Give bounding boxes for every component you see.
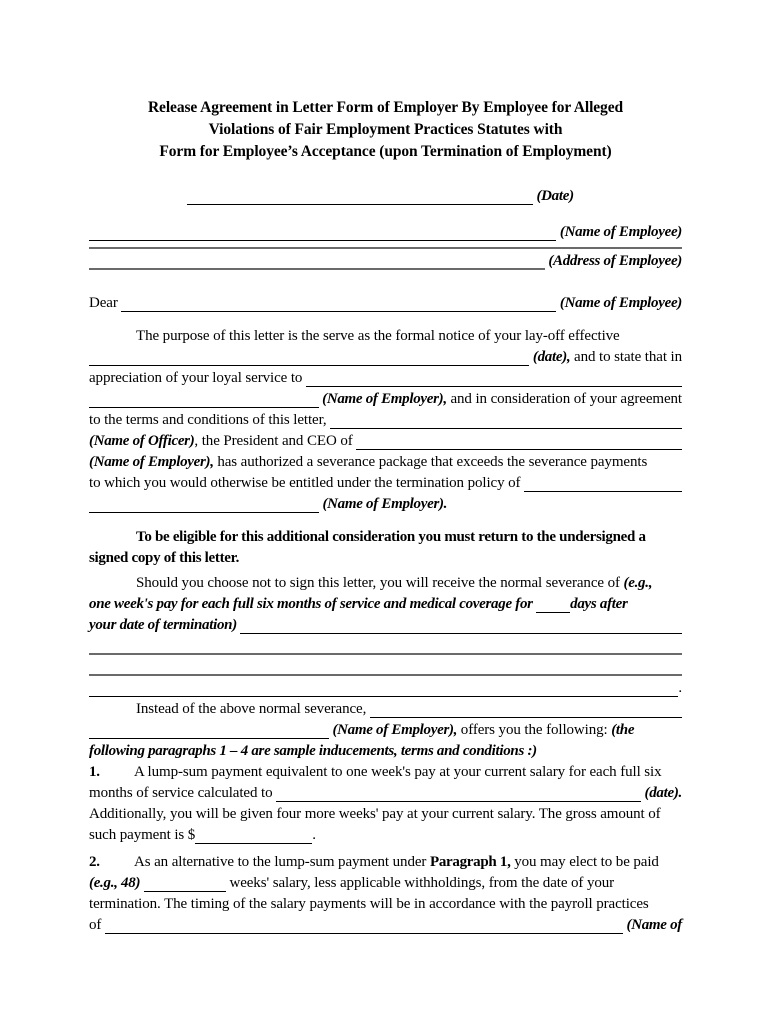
- blank-field: [89, 251, 545, 270]
- text-segment: termination. The timing of the salary payments will be in accordance with the payroll practices: [89, 896, 649, 912]
- text-segment: (Name of Employer).: [319, 496, 448, 512]
- blank-line: [89, 636, 682, 657]
- para-severance-line: [89, 615, 682, 636]
- text-segment: (date),: [529, 349, 571, 365]
- blank-field: [89, 636, 682, 655]
- text-segment: and to state that in: [570, 349, 682, 365]
- blank-line: [89, 678, 682, 699]
- blank-field: [276, 783, 641, 802]
- blank-field: [89, 678, 678, 697]
- blank-field: [89, 389, 319, 408]
- blank-field: [195, 825, 312, 844]
- blank-field: [356, 431, 682, 450]
- para-item2-line: [89, 852, 682, 873]
- text-segment: and in consideration of your agreement: [446, 391, 682, 407]
- text-segment: The purpose of this letter is the serve as the formal notice of your lay-off effective: [136, 328, 620, 344]
- text-segment: Additionally, you will be given four more weeks' pay at your current salary. The gross amount of: [89, 806, 661, 822]
- text-segment: , the President and CEO of: [194, 433, 357, 449]
- text-segment: has authorized a severance package that exceeds the severance payments: [213, 454, 648, 470]
- text-segment: (Name of Employee): [556, 224, 682, 240]
- para-eligible-line: [89, 527, 682, 548]
- text-segment: signed copy of this letter.: [89, 550, 240, 566]
- text-segment: (Date): [533, 188, 574, 204]
- blank-field: [89, 720, 329, 739]
- text-segment: (Name of Employer),: [89, 454, 214, 470]
- para-item2-line: [89, 873, 682, 894]
- text-segment: .: [678, 680, 682, 696]
- para-purpose-line: [89, 494, 682, 515]
- text-segment: (e.g., 48): [89, 875, 141, 891]
- text-segment: your date of termination): [89, 617, 241, 633]
- text-segment: months of service calculated to: [89, 785, 277, 801]
- text-segment: you may elect to be paid: [510, 854, 659, 870]
- blank-field: [89, 243, 682, 249]
- text-segment: Instead of the above normal severance,: [136, 701, 370, 717]
- blank-field: [105, 915, 623, 934]
- para-purpose-line: [89, 431, 682, 452]
- text-segment: to which you would otherwise be entitled under the termination policy of: [89, 475, 525, 491]
- blank-field: [121, 293, 556, 312]
- text-segment: such payment is $: [89, 827, 196, 843]
- para-purpose-line: [89, 410, 682, 431]
- address-line: [89, 251, 682, 272]
- blank-field: [89, 222, 556, 241]
- title-line: Violations of Fair Employment Practices Statutes with: [208, 121, 563, 138]
- text-segment: offers you the following:: [457, 722, 612, 738]
- text-segment: .: [312, 827, 316, 843]
- para-severance-line: [89, 594, 682, 615]
- salutation-line: [89, 293, 682, 314]
- date-line: [89, 186, 682, 207]
- indent-spacer: [89, 527, 136, 548]
- text-segment: (Name of Officer): [89, 433, 195, 449]
- text-segment: Should you choose not to sign this letter, you will receive the normal severance of: [136, 575, 624, 591]
- para-purpose-line: [89, 347, 682, 368]
- blank-field: [144, 873, 226, 892]
- para-instead-line: [89, 699, 682, 720]
- text-segment: one week's pay for each full six months of service and medical coverage for: [89, 596, 537, 612]
- text-segment: (Address of Employee): [544, 253, 682, 269]
- para-item2-line: [89, 915, 682, 936]
- para-item1-line: [89, 825, 682, 846]
- title-line: Form for Employee’s Acceptance (upon Termination of Employment): [159, 143, 612, 160]
- text-segment: Dear: [89, 295, 122, 311]
- text-segment: A lump-sum payment equivalent to one week's pay at your current salary for each full six: [134, 764, 662, 780]
- text-segment: Paragraph 1,: [429, 854, 511, 870]
- blank-field: [240, 615, 682, 634]
- blank-field: [524, 473, 682, 492]
- document-body: [89, 186, 682, 936]
- para-instead-line: [89, 720, 682, 741]
- para-item1-line: [89, 783, 682, 804]
- text-segment: following paragraphs 1 – 4 are sample inducements, terms and conditions :): [89, 743, 537, 759]
- blank-field: [370, 699, 682, 718]
- text-segment: to the terms and conditions of this letter,: [89, 412, 331, 428]
- blank-field: [187, 186, 533, 205]
- para-eligible-line: [89, 548, 682, 569]
- para-instead-line: [89, 741, 682, 762]
- text-segment: (e.g.,: [623, 575, 653, 591]
- text-segment: To be eligible for this additional consideration you must return to the undersigned a: [136, 529, 646, 545]
- blank-field: [536, 594, 570, 613]
- text-segment: (Name of Employer),: [329, 722, 458, 738]
- text-segment: (Name of Employee): [556, 295, 682, 311]
- text-segment: 2.: [89, 854, 100, 870]
- text-segment: (the: [611, 722, 635, 738]
- text-segment: (Name of Employer),: [318, 391, 447, 407]
- indent-spacer: [89, 326, 136, 347]
- blank-field: [89, 494, 319, 513]
- employee-name-line: [89, 222, 682, 243]
- indent-spacer: [89, 573, 136, 594]
- para-item2-line: [89, 894, 682, 915]
- text-segment: 1.: [89, 764, 100, 780]
- text-segment: As an alternative to the lump-sum payment under: [134, 854, 430, 870]
- document-title: [89, 97, 682, 163]
- title-line: Release Agreement in Letter Form of Employer By Employee for Alleged: [147, 99, 624, 116]
- address-line-top: [89, 243, 682, 251]
- para-item1-line: [89, 762, 682, 783]
- para-purpose-line: [89, 473, 682, 494]
- blank-field: [330, 410, 682, 429]
- text-segment: of: [89, 917, 105, 933]
- para-item1-line: [89, 804, 682, 825]
- text-segment: appreciation of your loyal service to: [89, 370, 306, 386]
- text-segment: weeks' salary, less applicable withholdings, from the date of your: [225, 875, 615, 891]
- blank-line: [89, 657, 682, 678]
- blank-field: [89, 347, 529, 366]
- para-severance-line: [89, 573, 682, 594]
- text-segment: (date).: [641, 785, 682, 801]
- text-segment: (Name of: [623, 917, 682, 933]
- blank-field: [89, 657, 682, 676]
- blank-field: [306, 368, 682, 387]
- para-purpose-line: [89, 452, 682, 473]
- indent-spacer: [89, 186, 187, 207]
- para-purpose-line: [89, 368, 682, 389]
- indent-spacer: [89, 699, 136, 720]
- text-segment: days after: [570, 596, 628, 612]
- para-purpose-line: [89, 326, 682, 347]
- para-purpose-line: [89, 389, 682, 410]
- document: [89, 97, 682, 936]
